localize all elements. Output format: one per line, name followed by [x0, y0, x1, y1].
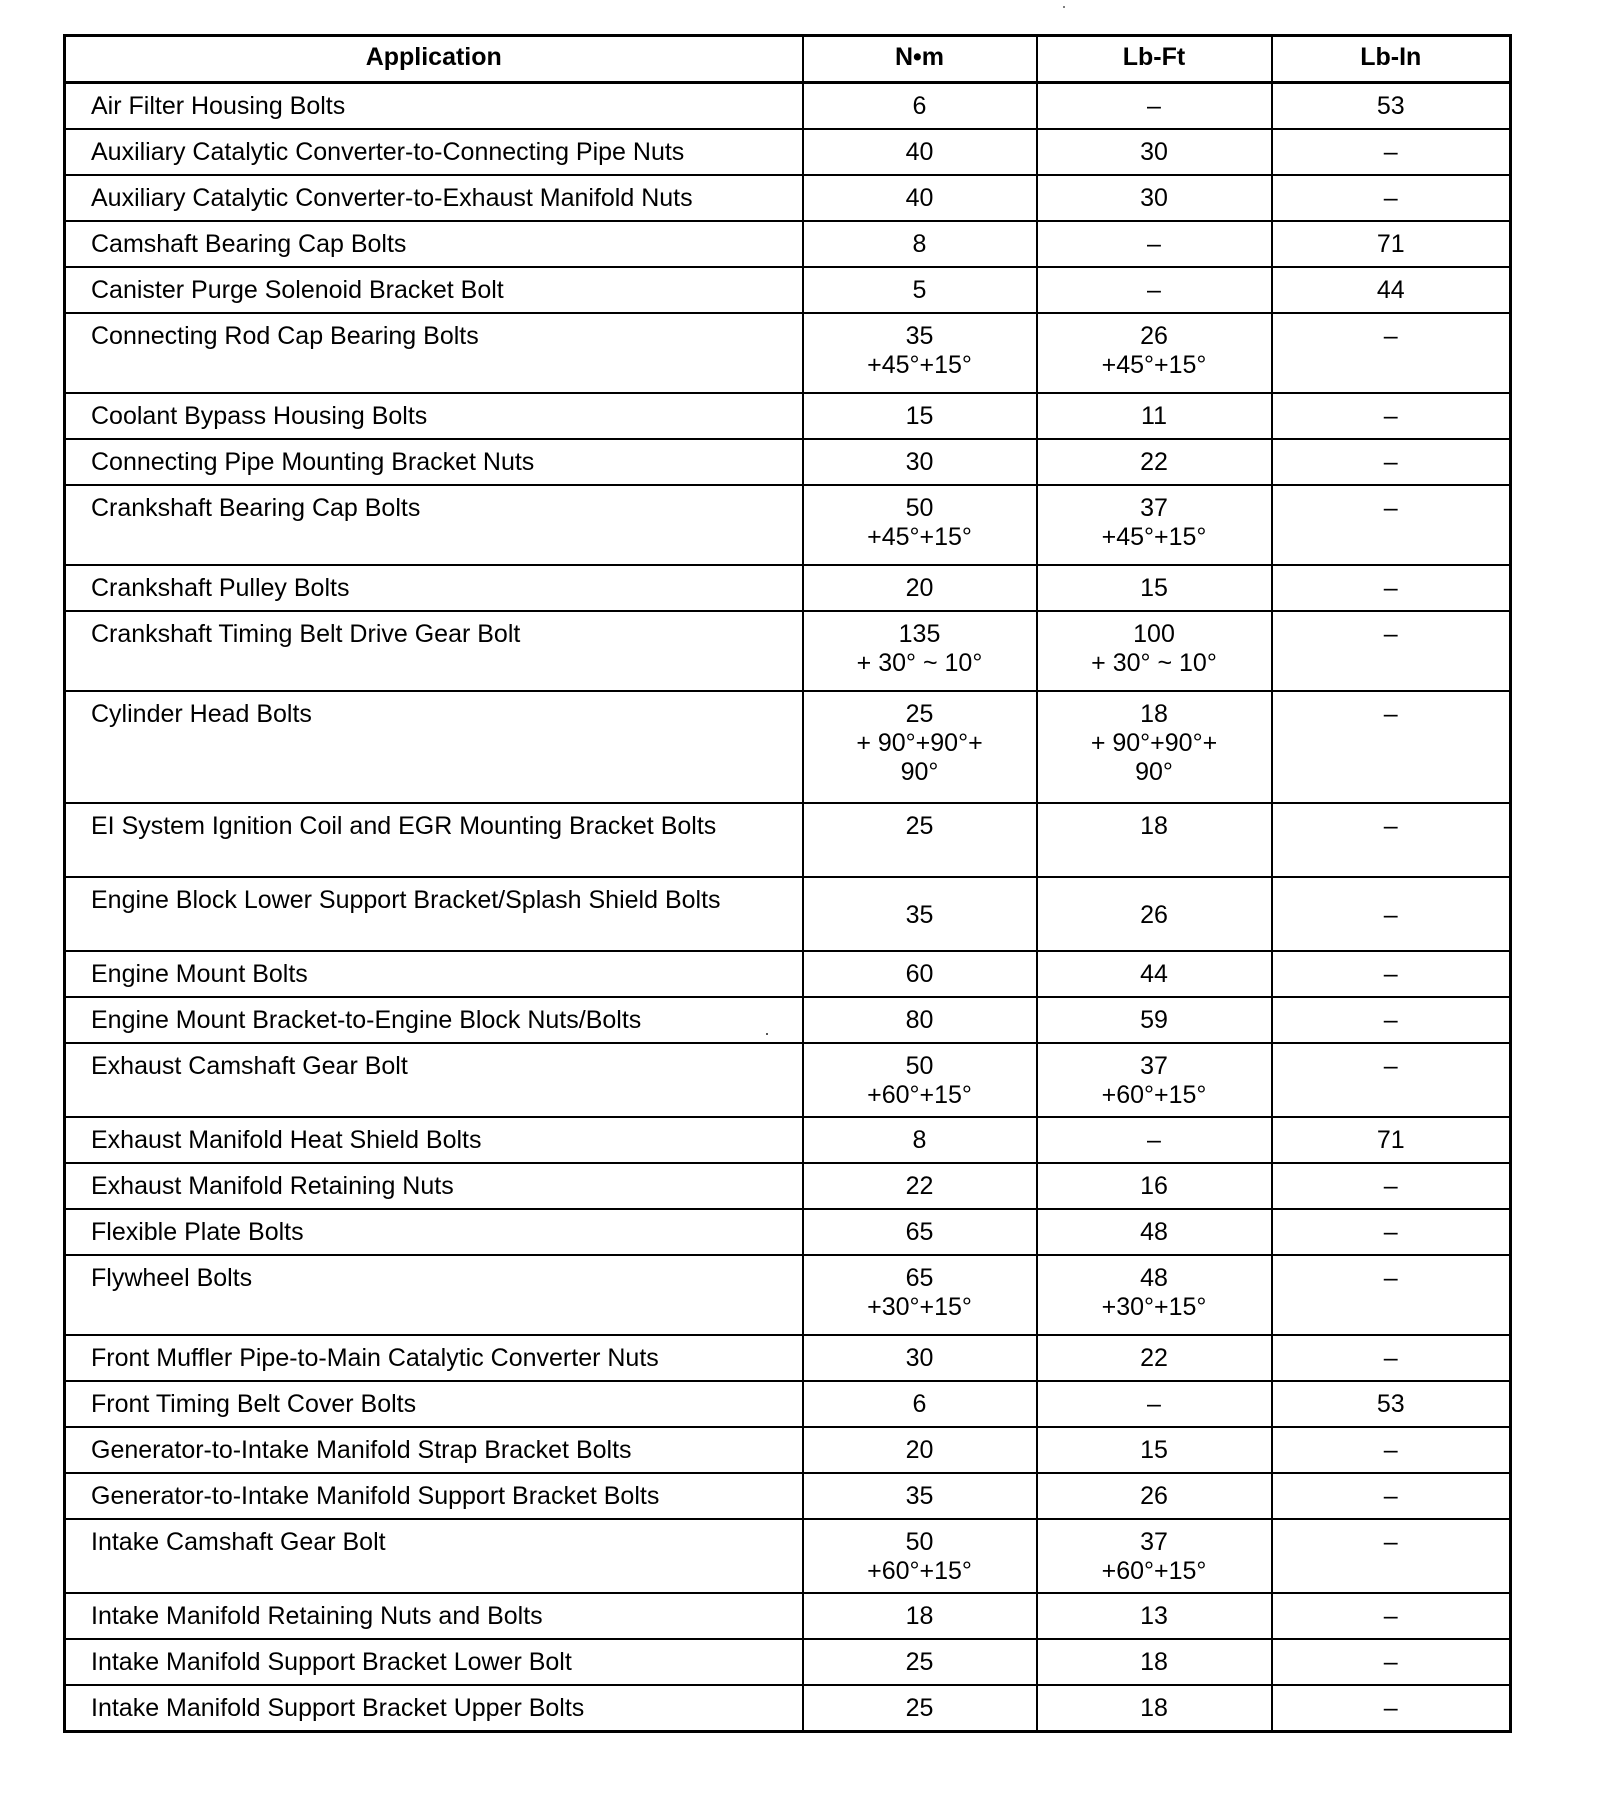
header-lbft: Lb-Ft	[1037, 36, 1272, 83]
cell-nm: 6	[803, 1381, 1037, 1427]
cell-lbft: 37 +45°+15°	[1037, 485, 1272, 565]
cell-lbft: 26 +45°+15°	[1037, 313, 1272, 393]
table-row	[65, 1043, 1511, 1117]
cell-nm: 8	[803, 221, 1037, 267]
table-row	[65, 565, 1511, 611]
cell-application: Exhaust Manifold Heat Shield Bolts	[65, 1117, 803, 1163]
cell-nm: 25	[803, 1685, 1037, 1732]
cell-application: Connecting Pipe Mounting Bracket Nuts	[65, 439, 803, 485]
header-application: Application	[65, 36, 803, 83]
cell-lbin: –	[1272, 1593, 1511, 1639]
cell-lbft: 37 +60°+15°	[1037, 1519, 1272, 1593]
cell-nm: 30	[803, 1335, 1037, 1381]
cell-application: Camshaft Bearing Cap Bolts	[65, 221, 803, 267]
cell-application: Air Filter Housing Bolts	[65, 83, 803, 130]
cell-lbin: –	[1272, 1473, 1511, 1519]
cell-application: Connecting Rod Cap Bearing Bolts	[65, 313, 803, 393]
cell-nm: 25	[803, 1639, 1037, 1685]
cell-lbft: 13	[1037, 1593, 1272, 1639]
cell-lbin: –	[1272, 313, 1511, 393]
cell-nm: 60	[803, 951, 1037, 997]
cell-application: Intake Manifold Retaining Nuts and Bolts	[65, 1593, 803, 1639]
cell-lbft: –	[1037, 1117, 1272, 1163]
cell-nm: 6	[803, 83, 1037, 130]
cell-application: Crankshaft Pulley Bolts	[65, 565, 803, 611]
cell-lbft: –	[1037, 83, 1272, 130]
cell-lbin: –	[1272, 175, 1511, 221]
table-row	[65, 1335, 1511, 1381]
cell-application: Auxiliary Catalytic Converter-to-Connecting Pipe Nuts	[65, 129, 803, 175]
table-row	[65, 1163, 1511, 1209]
table-row	[65, 1427, 1511, 1473]
cell-application: Auxiliary Catalytic Converter-to-Exhaust Manifold Nuts	[65, 175, 803, 221]
cell-lbft: 22	[1037, 1335, 1272, 1381]
cell-lbin: –	[1272, 611, 1511, 691]
cell-application: Generator-to-Intake Manifold Strap Bracket Bolts	[65, 1427, 803, 1473]
table-row	[65, 1685, 1511, 1732]
cell-application: Front Muffler Pipe-to-Main Catalytic Converter Nuts	[65, 1335, 803, 1381]
cell-application: Intake Camshaft Gear Bolt	[65, 1519, 803, 1593]
cell-application: Front Timing Belt Cover Bolts	[65, 1381, 803, 1427]
cell-nm: 65 +30°+15°	[803, 1255, 1037, 1335]
cell-lbin: 44	[1272, 267, 1511, 313]
cell-nm: 35	[803, 1473, 1037, 1519]
cell-lbft: 44	[1037, 951, 1272, 997]
cell-lbin: 53	[1272, 83, 1511, 130]
cell-application: Exhaust Manifold Retaining Nuts	[65, 1163, 803, 1209]
cell-lbft: 18	[1037, 1685, 1272, 1732]
cell-lbin: –	[1272, 1163, 1511, 1209]
cell-application: Cylinder Head Bolts	[65, 691, 803, 803]
cell-nm: 65	[803, 1209, 1037, 1255]
cell-lbin: –	[1272, 691, 1511, 803]
table-row	[65, 1255, 1511, 1335]
cell-nm: 8	[803, 1117, 1037, 1163]
cell-lbin: –	[1272, 951, 1511, 997]
table-row	[65, 1381, 1511, 1427]
cell-nm: 35	[803, 877, 1037, 951]
table-row	[65, 611, 1511, 691]
cell-nm: 20	[803, 565, 1037, 611]
table-row	[65, 129, 1511, 175]
table-row	[65, 393, 1511, 439]
cell-nm: 15	[803, 393, 1037, 439]
cell-lbft: 48	[1037, 1209, 1272, 1255]
table-row	[65, 439, 1511, 485]
table-row	[65, 1117, 1511, 1163]
cell-application: Coolant Bypass Housing Bolts	[65, 393, 803, 439]
cell-nm: 30	[803, 439, 1037, 485]
cell-nm: 50 +60°+15°	[803, 1043, 1037, 1117]
cell-lbft: 59	[1037, 997, 1272, 1043]
table-row	[65, 83, 1511, 130]
table-row	[65, 1209, 1511, 1255]
cell-lbin: –	[1272, 129, 1511, 175]
torque-spec-table	[63, 34, 1512, 1733]
cell-lbft: 18	[1037, 1639, 1272, 1685]
cell-nm: 50 +45°+15°	[803, 485, 1037, 565]
cell-lbft: 11	[1037, 393, 1272, 439]
cell-lbft: 16	[1037, 1163, 1272, 1209]
cell-nm: 25	[803, 803, 1037, 877]
cell-lbin: –	[1272, 1427, 1511, 1473]
cell-application: Intake Manifold Support Bracket Upper Bolts	[65, 1685, 803, 1732]
cell-application: Engine Block Lower Support Bracket/Splash Shield Bolts	[65, 877, 803, 951]
cell-nm: 35 +45°+15°	[803, 313, 1037, 393]
table-row	[65, 803, 1511, 877]
table-row	[65, 1639, 1511, 1685]
cell-application: Engine Mount Bracket-to-Engine Block Nuts/Bolts	[65, 997, 803, 1043]
cell-nm: 5	[803, 267, 1037, 313]
cell-lbft: 26	[1037, 877, 1272, 951]
cell-lbin: –	[1272, 1519, 1511, 1593]
cell-lbft: 30	[1037, 175, 1272, 221]
table-row	[65, 313, 1511, 393]
table-row	[65, 267, 1511, 313]
cell-nm: 40	[803, 129, 1037, 175]
cell-application: Exhaust Camshaft Gear Bolt	[65, 1043, 803, 1117]
cell-lbin: –	[1272, 485, 1511, 565]
table-row	[65, 691, 1511, 803]
cell-application: Canister Purge Solenoid Bracket Bolt	[65, 267, 803, 313]
cell-application: Crankshaft Timing Belt Drive Gear Bolt	[65, 611, 803, 691]
table-row	[65, 485, 1511, 565]
cell-lbin: –	[1272, 565, 1511, 611]
scan-speck	[1063, 6, 1065, 8]
table-row	[65, 951, 1511, 997]
cell-lbin: –	[1272, 393, 1511, 439]
cell-application: Generator-to-Intake Manifold Support Bracket Bolts	[65, 1473, 803, 1519]
cell-lbin: –	[1272, 1335, 1511, 1381]
header-lbin: Lb-In	[1272, 36, 1511, 83]
table-row	[65, 1473, 1511, 1519]
table-row	[65, 175, 1511, 221]
cell-lbin: –	[1272, 1685, 1511, 1732]
cell-lbft: 100 + 30° ~ 10°	[1037, 611, 1272, 691]
table-row	[65, 1593, 1511, 1639]
table-row	[65, 221, 1511, 267]
cell-lbin: –	[1272, 1043, 1511, 1117]
cell-lbin: 71	[1272, 221, 1511, 267]
cell-lbft: 15	[1037, 565, 1272, 611]
table-header-row	[65, 36, 1511, 83]
cell-lbft: 18 + 90°+90°+ 90°	[1037, 691, 1272, 803]
table-row	[65, 1519, 1511, 1593]
cell-lbft: –	[1037, 221, 1272, 267]
cell-application: Engine Mount Bolts	[65, 951, 803, 997]
cell-lbft: 37 +60°+15°	[1037, 1043, 1272, 1117]
cell-nm: 18	[803, 1593, 1037, 1639]
table-row	[65, 877, 1511, 951]
cell-lbft: 15	[1037, 1427, 1272, 1473]
cell-lbft: 22	[1037, 439, 1272, 485]
cell-nm: 50 +60°+15°	[803, 1519, 1037, 1593]
cell-application: Flexible Plate Bolts	[65, 1209, 803, 1255]
cell-lbin: 53	[1272, 1381, 1511, 1427]
cell-lbin: –	[1272, 439, 1511, 485]
cell-application: Intake Manifold Support Bracket Lower Bolt	[65, 1639, 803, 1685]
cell-nm: 20	[803, 1427, 1037, 1473]
cell-lbin: –	[1272, 997, 1511, 1043]
cell-nm: 22	[803, 1163, 1037, 1209]
cell-application: EI System Ignition Coil and EGR Mounting Bracket Bolts	[65, 803, 803, 877]
cell-nm: 135 + 30° ~ 10°	[803, 611, 1037, 691]
cell-nm: 40	[803, 175, 1037, 221]
cell-lbin: –	[1272, 1209, 1511, 1255]
cell-application: Flywheel Bolts	[65, 1255, 803, 1335]
cell-lbin: 71	[1272, 1117, 1511, 1163]
table-row	[65, 997, 1511, 1043]
cell-lbft: –	[1037, 1381, 1272, 1427]
cell-lbin: –	[1272, 1639, 1511, 1685]
cell-lbft: 30	[1037, 129, 1272, 175]
cell-lbin: –	[1272, 1255, 1511, 1335]
cell-lbin: –	[1272, 803, 1511, 877]
cell-lbft: 18	[1037, 803, 1272, 877]
cell-lbft: 48 +30°+15°	[1037, 1255, 1272, 1335]
cell-application: Crankshaft Bearing Cap Bolts	[65, 485, 803, 565]
cell-lbft: 26	[1037, 1473, 1272, 1519]
cell-nm: 80	[803, 997, 1037, 1043]
cell-lbin: –	[1272, 877, 1511, 951]
cell-lbft: –	[1037, 267, 1272, 313]
cell-nm: 25 + 90°+90°+ 90°	[803, 691, 1037, 803]
header-nm: N•m	[803, 36, 1037, 83]
